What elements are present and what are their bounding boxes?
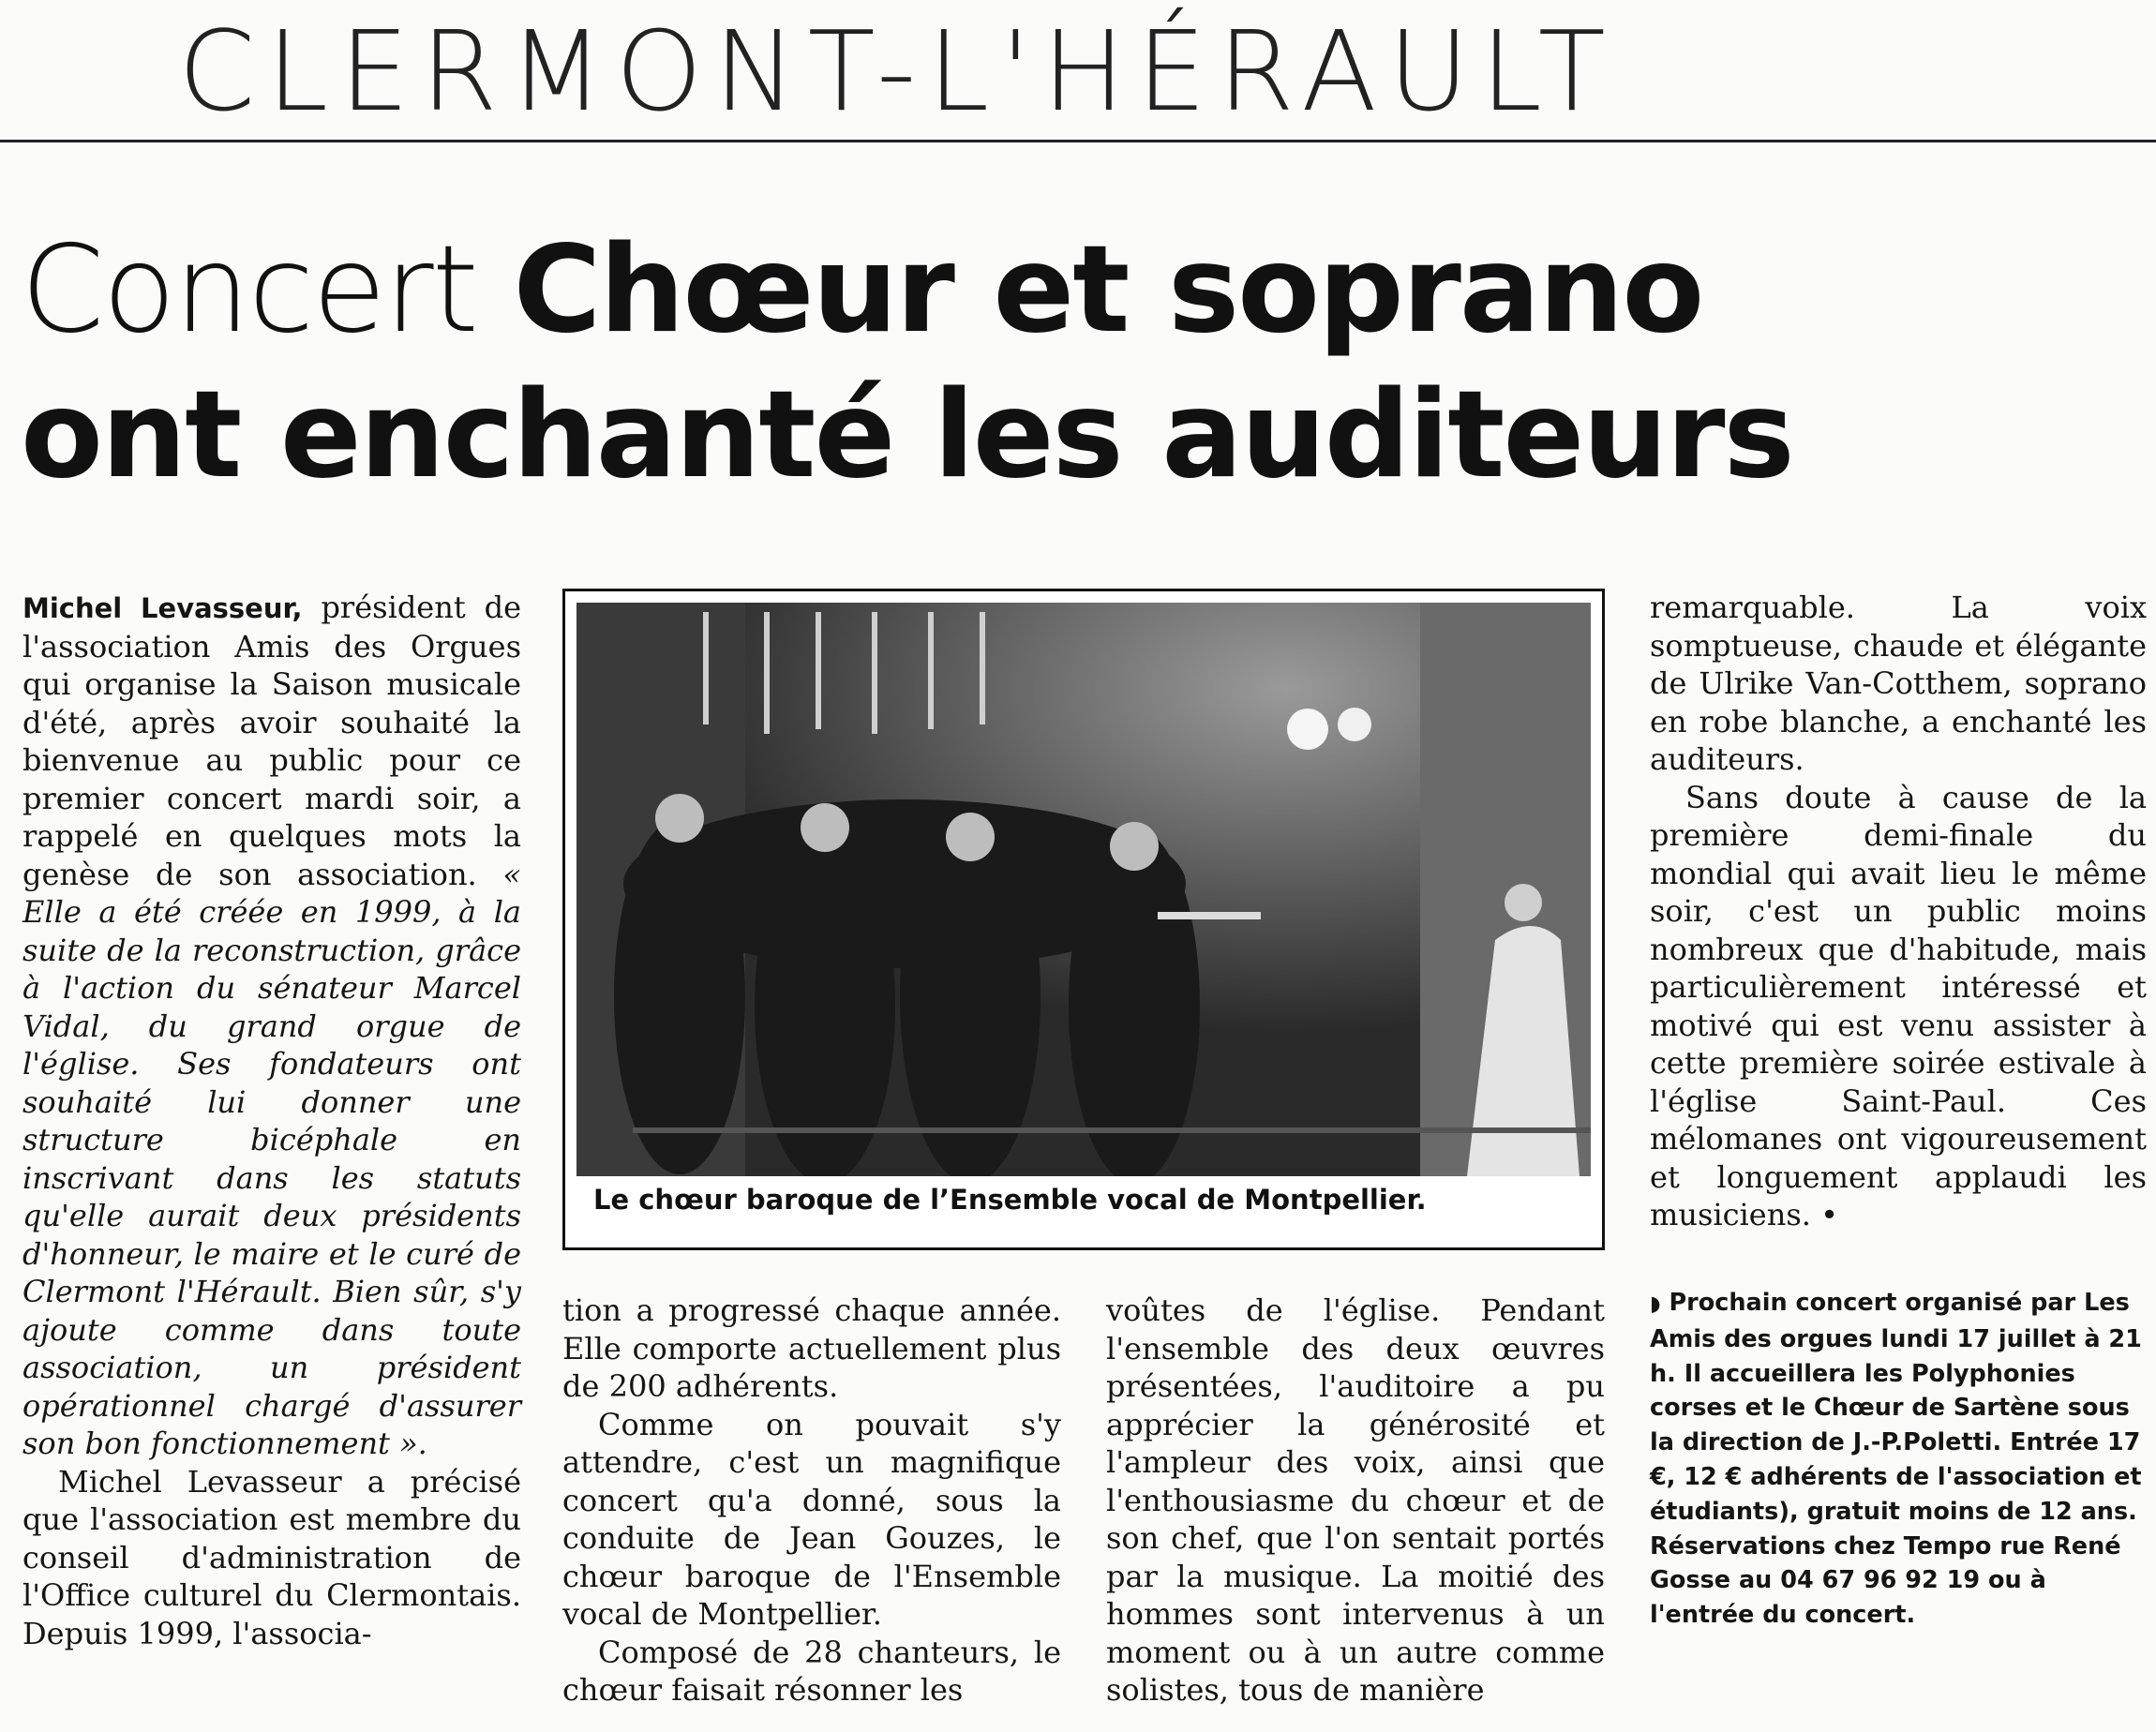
next-concert-text: Prochain concert organisé par Les Amis des orgues lundi 17 juillet à 21 h. Il accueillera les Polyphonies corses et le Chœur de Sartène sous la direction de J.-P.Poletti. Entrée 17 €, 12 € adhérents de l'association et étudiants), gratuit moins de 12 ans. Réservations chez Tempo rue René Gosse au 04 67 96 92 19 ou à l'entrée du concert.	[1650, 1289, 2142, 1630]
column-1-paragraph-2: Michel Levasseur a précisé que l'association est membre du conseil d'administration de l'Office culturel du Clermontais. Depuis 1999, l'associa-	[22, 1463, 521, 1651]
column-3-paragraph-1: voûtes de l'église. Pendant l'ensemble des deux œuvres présentées, l'auditoire a pu apprécier la générosité et l'ampleur des voix, ainsi que l'enthousiasme du chœur et de son chef, que l'on sentait portés par la musique. La moitié des hommes sont intervenus à un moment ou à un autre comme solistes, tous de manière	[1106, 1292, 1605, 1708]
article-headline	[21, 217, 2139, 508]
headline-line1: Chœur et soprano	[513, 220, 1703, 360]
end-mark: •	[1820, 1197, 1838, 1232]
article-column-1	[22, 589, 521, 1652]
column-4-text: Sans doute à cause de la première demi-finale du mondial qui avait lieu le même soir, c'est un public moins nombreux que d'habitude, mais particulièrement intéressé et motivé qui est venu assister à cette première soirée estivale à l'église Saint-Paul. Ces mélomanes ont vigoureusement et longuement applaudi les musiciens.	[1650, 779, 2147, 1232]
column-1-paragraph-1	[22, 589, 521, 1463]
column-1-text: président de l'association Amis des Orgues qui organise la Saison musicale d'été, après avoir souhaité la bienvenue au public pour ce premier concert mardi soir, a rappelé en quelques mots la genèse de son association.	[22, 590, 521, 892]
section-rubric: CLERMONT-L'HÉRAULT	[0, 0, 2156, 142]
column-2-paragraph-1: tion a progressé chaque année. Elle comporte actuellement plus de 200 adhérents.	[562, 1292, 1061, 1404]
headline-kicker: Concert	[21, 220, 477, 360]
column-2-paragraph-3: Composé de 28 chanteurs, le chœur faisait résonner les	[562, 1634, 1061, 1708]
next-concert-info	[1650, 1286, 2147, 1633]
author-byname: Michel Levasseur,	[22, 592, 303, 624]
choir-photo	[576, 603, 1591, 1176]
column-1-quote: « Elle a été créée en 1999, à la suite de la reconstruction, grâce à l'action du sénateur Marcel Vidal, du grand orgue de l'église. Ses fondateurs ont souhaité lui donner une structure bicéphale en inscrivant dans les statuts qu'elle aurait deux présidents d'honneur, le maire et le curé de Clermont l'Hérault. Bien sûr, s'y ajoute comme dans toute association, un président opérationnel chargé d'assurer son bon fonctionnement ».	[22, 856, 521, 1461]
headline-line2: ont enchanté les auditeurs	[21, 366, 1793, 505]
column-2-paragraph-2: Comme on pouvait s'y attendre, c'est un magnifique concert qu'a donné, sous la conduite de Jean Gouzes, le chœur baroque de l'Ensemble vocal de Montpellier.	[562, 1406, 1061, 1632]
column-4-paragraph-2	[1650, 779, 2147, 1234]
bullet-marker-icon: ◗	[1650, 1292, 1661, 1316]
photo-caption: Le chœur baroque de l’Ensemble vocal de Montpellier.	[593, 1184, 1427, 1216]
article-column-2	[562, 1292, 1061, 1710]
photo-frame	[562, 589, 1605, 1250]
article-column-3	[1106, 1292, 1605, 1710]
article-column-4	[1650, 589, 2147, 1234]
column-4-paragraph-1: remarquable. La voix somptueuse, chaude et élégante de Ulrike Van-Cotthem, soprano en robe blanche, a enchanté les auditeurs.	[1650, 590, 2147, 777]
